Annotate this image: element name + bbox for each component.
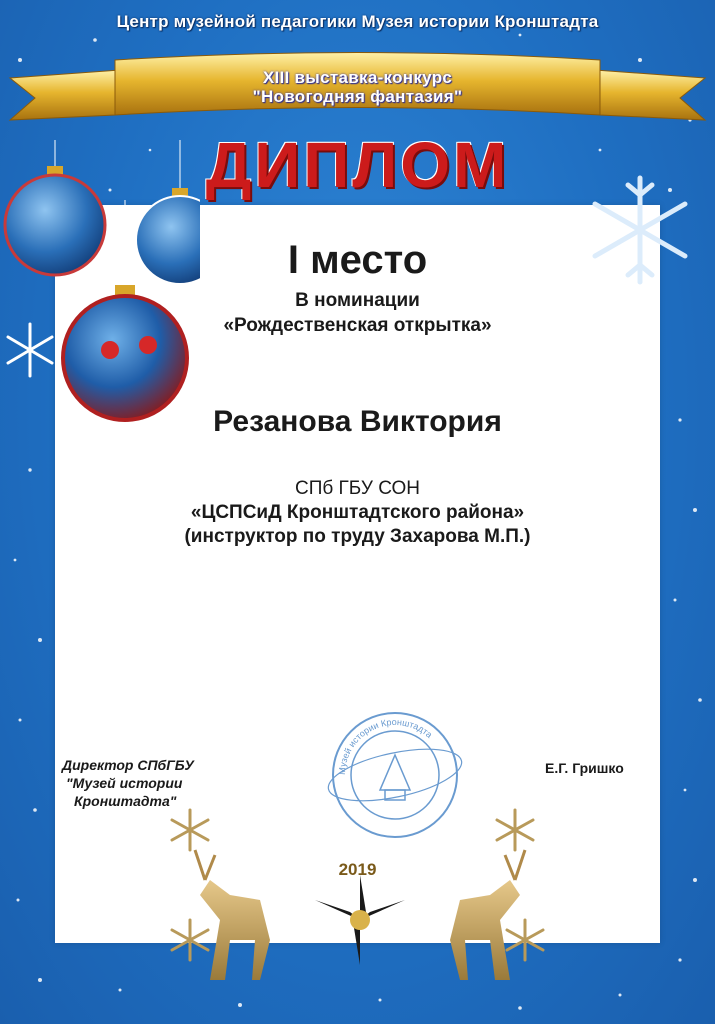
director-title-line2: "Музей истории bbox=[66, 775, 183, 791]
signer-name: Е.Г. Гришко bbox=[545, 760, 624, 776]
director-title-line1: Директор СПбГБУ bbox=[62, 757, 194, 773]
exhibition-title-line2: "Новогодняя фантазия" bbox=[252, 87, 463, 106]
recipient-name: Резанова Виктория bbox=[213, 405, 502, 438]
recipient-org-line3: (инструктор по труду Захарова М.П.) bbox=[184, 526, 531, 547]
organizer-header: Центр музейной педагогики Музея истории Кронштадта bbox=[116, 12, 599, 31]
snowflake-icon bbox=[0, 320, 60, 380]
place-heading: I место bbox=[287, 238, 428, 282]
stamp-text: Музей истории Кронштадта bbox=[336, 716, 435, 776]
exhibition-title-line1: XIII выставка-конкурс bbox=[262, 68, 453, 87]
reindeer-icon bbox=[130, 800, 590, 1000]
recipient-org-line1: СПб ГБУ СОН bbox=[294, 478, 420, 499]
director-title-line3: Кронштадта" bbox=[74, 793, 177, 809]
diploma-title: ДИПЛОМ bbox=[205, 129, 510, 201]
recipient-org-line2: «ЦСПСиД Кронштадтского района» bbox=[190, 502, 525, 523]
poinsettia-icon bbox=[315, 875, 405, 965]
nomination-name: «Рождественская открытка» bbox=[223, 315, 492, 336]
year-label: 2019 bbox=[338, 860, 377, 879]
nomination-intro: В номинации bbox=[295, 290, 420, 311]
